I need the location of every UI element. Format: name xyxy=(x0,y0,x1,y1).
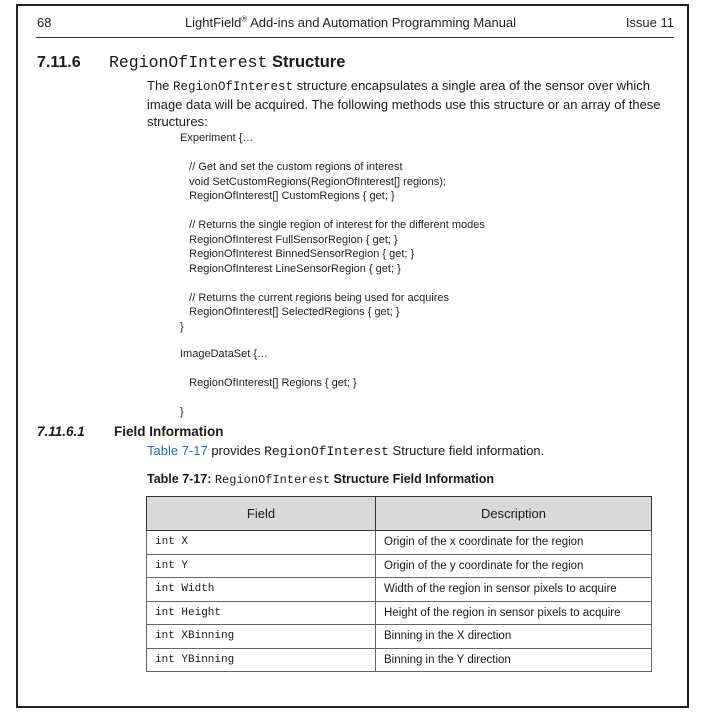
field-table xyxy=(146,496,652,672)
table-row xyxy=(147,648,652,672)
code-line: ImageDataSet {… xyxy=(180,348,269,360)
code-line: } xyxy=(180,320,184,333)
table-row xyxy=(147,625,652,649)
code-block-experiment xyxy=(180,131,485,334)
page-number: 68 xyxy=(37,15,52,30)
code-line: // Returns the current regions being used for acquires xyxy=(180,291,450,304)
description-cell: Height of the region in sensor pixels to acquire xyxy=(376,601,652,625)
section-title: RegionOfInterest Structure xyxy=(109,53,346,72)
description-cell: Binning in the Y direction xyxy=(376,648,652,672)
subsection-title: Field Information xyxy=(114,424,224,439)
table-row xyxy=(147,601,652,625)
code-line xyxy=(180,391,357,406)
table-link[interactable]: Table 7-17 xyxy=(147,443,208,458)
code-line: Experiment {… xyxy=(180,132,254,144)
description-cell: Origin of the y coordinate for the region xyxy=(376,554,652,578)
field-cell: int Y xyxy=(147,554,376,578)
table-caption: Table 7-17: RegionOfInterest Structure Field Information xyxy=(147,472,494,487)
section-number: 7.11.6 xyxy=(37,54,81,71)
section-intro: The RegionOfInterest structure encapsulates a single area of the sensor over which image data will be acquired. The following methods use this structure or an array of these structures: xyxy=(147,78,661,129)
column-header-description: Description xyxy=(376,497,652,531)
code-line: RegionOfInterest[] CustomRegions { get; } xyxy=(180,190,395,202)
table-row xyxy=(147,578,652,602)
code-line xyxy=(180,276,485,291)
issue-label: Issue 11 xyxy=(625,15,674,30)
field-cell: int YBinning xyxy=(147,648,376,672)
column-header-field: Field xyxy=(147,497,376,531)
description-cell: Origin of the x coordinate for the region xyxy=(376,531,652,555)
header-rule xyxy=(36,37,674,38)
field-cell: int X xyxy=(147,531,376,555)
code-line: // Get and set the custom regions of interest xyxy=(180,161,403,173)
description-cell: Width of the region in sensor pixels to acquire xyxy=(376,578,652,602)
subsection-number: 7.11.6.1 xyxy=(37,424,85,439)
field-cell: int XBinning xyxy=(147,625,376,649)
code-line: // Returns the single region of interest for the different modes xyxy=(180,219,485,231)
code-line: RegionOfInterest LineSensorRegion { get; } xyxy=(180,262,401,275)
code-line: RegionOfInterest BinnedSensorRegion { get; } xyxy=(180,248,415,260)
code-line: RegionOfInterest[] Regions { get; } xyxy=(180,377,357,389)
manual-title: LightField® Add-ins and Automation Programming Manual xyxy=(184,14,517,30)
code-line xyxy=(180,204,485,219)
code-line xyxy=(180,146,485,161)
subsection-description: Table 7-17 provides RegionOfInterest Structure field information. xyxy=(147,443,545,459)
field-cell: int Height xyxy=(147,601,376,625)
code-line: RegionOfInterest[] SelectedRegions { get; } xyxy=(180,306,400,318)
code-line: } xyxy=(180,406,184,418)
code-line: RegionOfInterest FullSensorRegion { get; } xyxy=(180,233,398,246)
table-row xyxy=(147,554,652,578)
table-row xyxy=(147,531,652,555)
description-cell: Binning in the X direction xyxy=(376,625,652,649)
code-line: void SetCustomRegions(RegionOfInterest[] regions); xyxy=(180,175,446,188)
code-block-imagedataset xyxy=(180,347,357,420)
field-cell: int Width xyxy=(147,578,376,602)
code-line xyxy=(180,362,357,377)
